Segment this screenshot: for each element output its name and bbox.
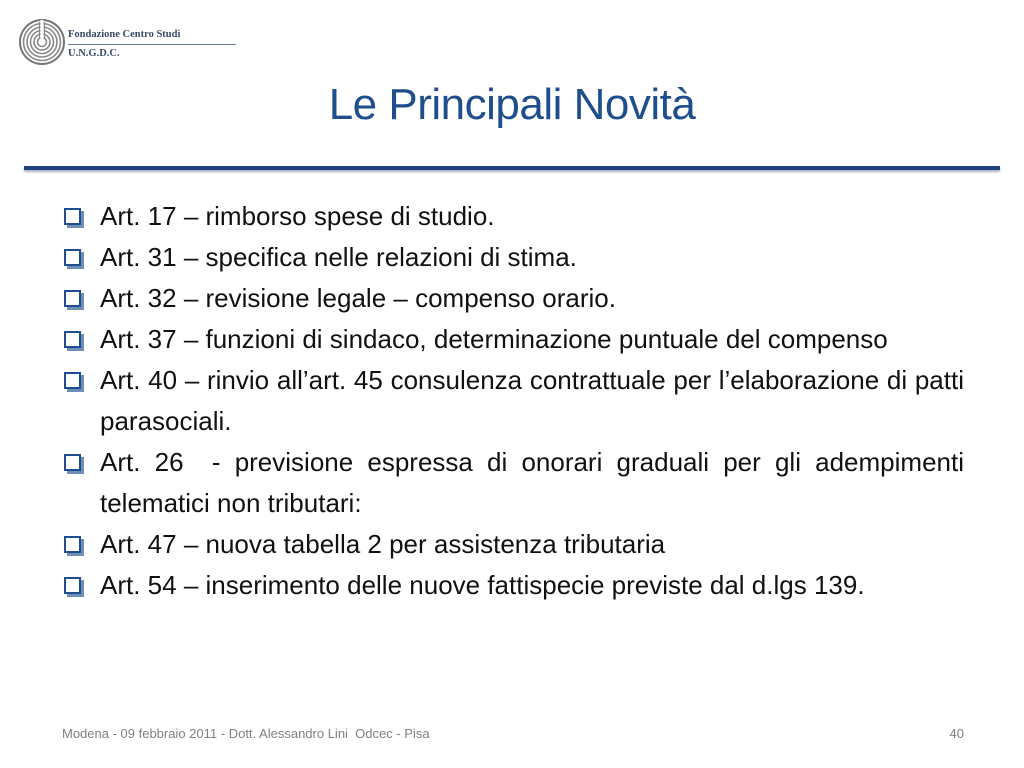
logo-name: Fondazione Centro Studi xyxy=(68,29,181,40)
hollow-square-bullet-icon xyxy=(64,208,81,225)
bullet-item xyxy=(62,196,964,237)
bullet-text: Art. 26 - previsione espressa di onorari graduali per gli adempimenti telematici non tributari: xyxy=(100,447,972,518)
bullet-item xyxy=(62,565,964,606)
bullet-text: Art. 17 – rimborso spese di studio. xyxy=(100,201,495,231)
logo-acronym: U.N.G.D.C. xyxy=(68,48,120,59)
hollow-square-bullet-icon xyxy=(64,290,81,307)
hollow-square-bullet-icon xyxy=(64,331,81,348)
page-number: 40 xyxy=(949,726,964,741)
title-divider xyxy=(24,166,1000,170)
bullet-text: Art. 47 – nuova tabella 2 per assistenza tributaria xyxy=(100,529,666,559)
bullet-item xyxy=(62,319,964,360)
bullet-text: Art. 40 – rinvio all’art. 45 consulenza contrattuale per l’elaborazione di patti parasociali. xyxy=(100,365,964,436)
hollow-square-bullet-icon xyxy=(64,577,81,594)
footer-text: Modena - 09 febbraio 2011 - Dott. Alessandro Lini Odcec - Pisa xyxy=(62,726,430,741)
hollow-square-bullet-icon xyxy=(64,372,81,389)
bullet-text: Art. 32 – revisione legale – compenso orario. xyxy=(100,283,616,313)
bullet-item xyxy=(62,442,972,524)
labyrinth-seal-icon xyxy=(18,18,66,66)
bullet-list xyxy=(62,196,972,606)
hollow-square-bullet-icon xyxy=(64,454,81,471)
hollow-square-bullet-icon xyxy=(64,536,81,553)
hollow-square-bullet-icon xyxy=(64,249,81,266)
bullet-item xyxy=(62,237,964,278)
bullet-item xyxy=(62,278,964,319)
bullet-text: Art. 54 – inserimento delle nuove fattispecie previste dal d.lgs 139. xyxy=(100,570,865,600)
logo xyxy=(18,18,228,68)
logo-divider xyxy=(68,44,236,45)
bullet-item xyxy=(62,360,964,442)
bullet-text: Art. 31 – specifica nelle relazioni di stima. xyxy=(100,242,577,272)
bullet-item xyxy=(62,524,964,565)
bullet-text: Art. 37 – funzioni di sindaco, determinazione puntuale del compenso xyxy=(100,324,888,354)
slide-title: Le Principali Novità xyxy=(328,80,696,129)
